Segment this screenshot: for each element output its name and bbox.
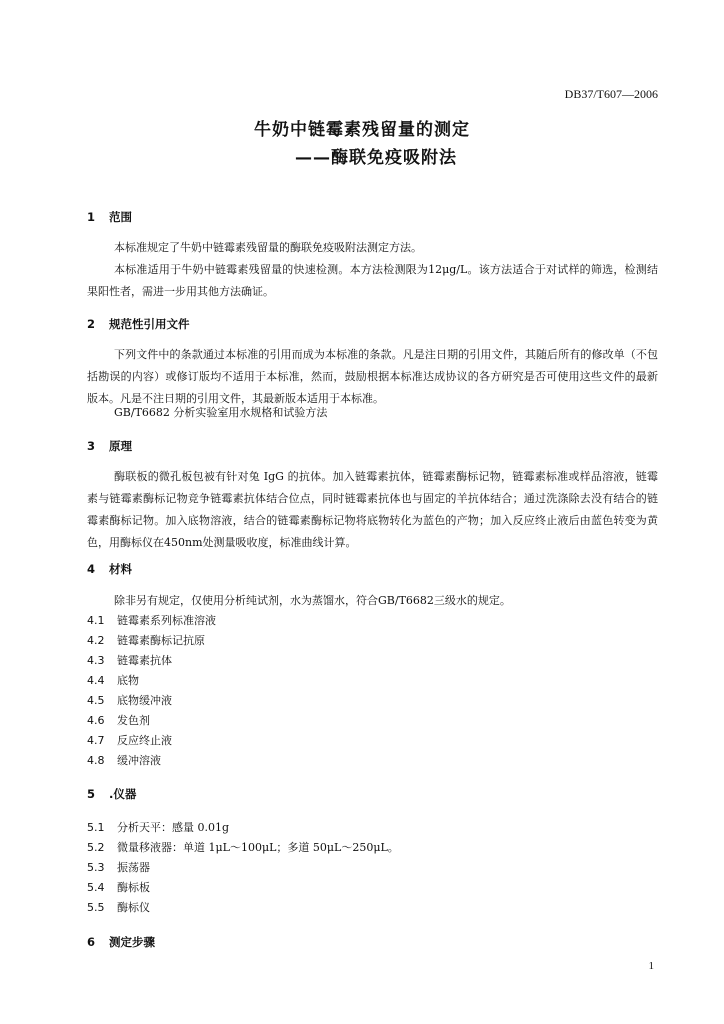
item-number: 4.1 [87,614,105,627]
section-title: 材料 [109,562,133,576]
materials-paragraph: 除非另有规定，仅使用分析纯试剂，水为蒸馏水，符合GB/T6682三级水的规定。 [114,594,511,607]
section-title: 规范性引用文件 [109,317,190,331]
section-number: 4 [87,562,96,576]
item-number: 5.3 [87,861,105,874]
item-number: 4.5 [87,694,105,707]
item-text: 链霉素系列标准溶液 [117,614,216,627]
instrument-item [87,840,399,855]
material-item [87,613,216,628]
item-text: 酶标板 [117,881,150,894]
material-item [87,653,172,668]
item-text: 振荡器 [117,861,150,874]
instrument-item [87,880,150,895]
section-2-heading [87,316,190,332]
document-subtitle: ——酶联免疫吸附法 [295,148,457,168]
section-number: 1 [87,210,96,224]
material-item [87,633,205,648]
item-number: 5.2 [87,841,105,854]
section-title: .仪器 [109,787,137,801]
item-number: 4.6 [87,714,105,727]
item-text: 链霉素抗体 [117,654,172,667]
section-number: 2 [87,317,96,331]
section-6-heading [87,934,155,950]
item-number: 4.7 [87,734,105,747]
item-number: 4.4 [87,674,105,687]
item-text: 酶标仪 [117,901,150,914]
instrument-item [87,900,150,915]
item-text: 微量移液器：单道 1μL～100μL；多道 50μL～250μL。 [117,841,399,854]
item-number: 5.5 [87,901,105,914]
normative-references-paragraph: 下列文件中的条款通过本标准的引用而成为本标准的条款。凡是注日期的引用文件，其随后所有的修改单（不包括勘误的内容）或修订版均不适用于本标准，然而，鼓励根据本标准达成协议的各方研究是否可使用这些文件的最新版本。凡是不注日期的引用文件，其最新版本适用于本标准。 [87,348,658,405]
material-item [87,693,172,708]
section-5-heading [87,786,136,802]
section-title: 测定步骤 [109,935,156,949]
section-number: 6 [87,935,96,949]
item-text: 分析天平：感量 0.01g [117,821,230,834]
section-title: 范围 [109,210,133,224]
item-number: 4.3 [87,654,105,667]
reference-item: GB/T6682 分析实验室用水规格和试验方法 [114,406,328,419]
item-text: 底物 [117,674,139,687]
scope-paragraph-1: 本标准规定了牛奶中链霉素残留量的酶联免疫吸附法测定方法。 [114,241,422,254]
instrument-item [87,820,229,835]
item-text: 缓冲溶液 [117,754,161,767]
document-title: 牛奶中链霉素残留量的测定 [254,120,470,140]
scope-paragraph-2: 本标准适用于牛奶中链霉素残留量的快速检测。本方法检测限为12μg/L。该方法适合于对试样的筛选，检测结果阳性者，需进一步用其他方法确证。 [87,263,658,298]
item-text: 链霉素酶标记抗原 [117,634,205,647]
section-1-heading [87,209,132,225]
material-item [87,733,172,748]
section-3-heading [87,438,132,454]
principle-paragraph: 酶联板的微孔板包被有针对兔 IgG 的抗体。加入链霉素抗体，链霉素酶标记物，链霉素标准或样品溶液，链霉素与链霉素酶标记物竞争链霉素抗体结合位点，同时链霉素抗体也与固定的羊抗体结合；通过洗涤除去没有结合的链霉素酶标记物。加入底物溶液，结合的链霉素酶标记物将底物转化为蓝色的产物；加入反应终止液后由蓝色转变为黄色，用酶标仪在450nm处测量吸收度，标准曲线计算。 [87,470,658,549]
section-number: 5 [87,787,96,801]
section-number: 3 [87,439,96,453]
section-4-heading [87,561,132,577]
item-text: 发色剂 [117,714,150,727]
standard-code: DB37/T607—2006 [564,87,658,101]
item-number: 5.4 [87,881,105,894]
material-item [87,673,139,688]
item-number: 4.8 [87,754,105,767]
instrument-item [87,860,150,875]
item-text: 反应终止液 [117,734,172,747]
material-item [87,713,150,728]
item-number: 5.1 [87,821,105,834]
item-number: 4.2 [87,634,105,647]
page-number: 1 [648,960,654,972]
material-item [87,753,161,768]
section-title: 原理 [109,439,133,453]
item-text: 底物缓冲液 [117,694,172,707]
